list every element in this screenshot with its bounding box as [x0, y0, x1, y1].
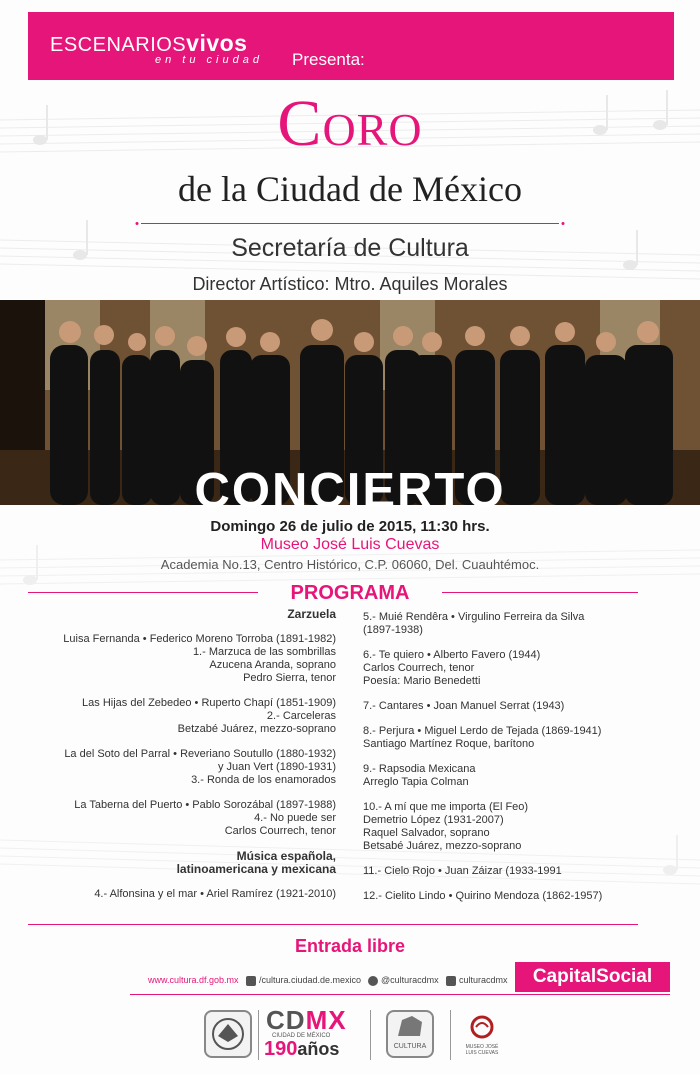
program-block	[28, 748, 336, 787]
program-line: Pedro Sierra, tenor	[243, 672, 336, 684]
program-line: (1897-1938)	[363, 624, 423, 636]
cdmx-190-anos: 190años	[264, 1038, 340, 1060]
logo-separator	[258, 1010, 259, 1060]
museo-mark-icon	[464, 1015, 500, 1039]
brand-tagline: en tu ciudad	[155, 54, 263, 66]
program-block	[363, 865, 673, 878]
twitter-link[interactable]	[368, 975, 439, 986]
program-block	[28, 888, 336, 901]
director-label: Director Artístico: Mtro. Aquiles Morales	[192, 274, 508, 294]
program-block	[363, 763, 673, 789]
program-block	[363, 725, 673, 751]
facebook-icon	[246, 976, 256, 986]
eagle-seal-icon	[206, 1012, 250, 1056]
program-block	[363, 890, 673, 903]
program-line: 6.- Te quiero • Alberto Favero (1944)	[363, 649, 541, 661]
program-line: Música española,	[236, 849, 336, 863]
logo-separator	[450, 1010, 451, 1060]
flickr-link[interactable]	[446, 975, 508, 986]
program-line: 4.- Alfonsina y el mar • Ariel Ramírez (1921-2010)	[94, 888, 336, 900]
program-line: 11.- Cielo Rojo • Juan Záizar (1933-1991	[363, 865, 562, 877]
capital-social-logo: CapitalSocial	[515, 962, 670, 992]
event-date: Domingo 26 de julio de 2015, 11:30 hrs.	[210, 518, 490, 535]
program-block	[28, 697, 336, 736]
program-line: La del Soto del Parral • Reveriano Soutullo (1880-1932)	[64, 748, 336, 760]
program-line: Raquel Salvador, soprano	[363, 827, 490, 839]
program-block	[28, 799, 336, 838]
program-line: 7.- Cantares • Joan Manuel Serrat (1943)	[363, 700, 565, 712]
program-line: Santiago Martínez Roque, barítono	[363, 738, 535, 750]
program-line: Las Hijas del Zebedeo • Ruperto Chapí (1851-1909)	[82, 697, 336, 709]
facebook-label: /cultura.ciudad.de.mexico	[259, 975, 362, 985]
event-address: Academia No.13, Centro Histórico, C.P. 06060, Del. Cuauhtémoc.	[160, 557, 540, 572]
programa-left-column	[28, 608, 336, 913]
event-venue: Museo José Luis Cuevas	[260, 536, 440, 553]
program-block	[28, 850, 336, 876]
flickr-label: culturacdmx	[459, 975, 508, 985]
government-seal-logo	[204, 1010, 252, 1058]
program-line: Carlos Courrech, tenor	[224, 825, 336, 837]
program-line: La Taberna del Puerto • Pablo Sorozábal (1897-1988)	[74, 799, 336, 811]
program-block	[363, 801, 673, 853]
program-line: 9.- Rapsodia Mexicana	[363, 763, 476, 775]
twitter-label: @culturacdmx	[381, 975, 439, 985]
cultura-map-icon	[388, 1012, 432, 1042]
ornament-divider	[133, 222, 567, 225]
program-line: Zarzuela	[287, 607, 336, 621]
concierto-headline: CONCIERTO	[194, 464, 506, 518]
presenta-label: Presenta:	[292, 50, 365, 69]
cdmx-logo: CDMX	[266, 1005, 347, 1035]
program-line: Betsabé Juárez, mezzo-soprano	[363, 840, 522, 852]
program-line: latinoamericana y mexicana	[176, 862, 336, 876]
program-line: y Juan Vert (1890-1931)	[217, 761, 336, 773]
program-line: Betzabé Juárez, mezzo-soprano	[177, 723, 336, 735]
program-line: 5.- Muié Rendêra • Virgulino Ferreira da Silva	[363, 611, 585, 623]
secretaria-label: Secretaría de Cultura	[231, 234, 469, 262]
title-ciudad: de la Ciudad de México	[178, 169, 522, 209]
logo-separator	[370, 1010, 371, 1060]
program-line: Demetrio López (1931-2007)	[363, 814, 504, 826]
programa-right-column	[363, 611, 673, 915]
cultura-label: CULTURA	[393, 1043, 427, 1050]
cdmx-sub-label: CIUDAD DE MÉXICO	[272, 1033, 331, 1039]
program-block	[363, 700, 673, 713]
program-block	[28, 633, 336, 685]
program-line: 4.- No puede ser	[254, 812, 336, 824]
program-line: Carlos Courrech, tenor	[363, 662, 475, 674]
programa-heading: PROGRAMA	[290, 582, 410, 604]
program-line: 8.- Perjura • Miguel Lerdo de Tejada (1869-1941)	[363, 725, 602, 737]
program-line: 10.- A mí que me importa (El Feo)	[363, 801, 529, 813]
program-line: Luisa Fernanda • Federico Moreno Torroba (1891-1982)	[63, 633, 336, 645]
program-line: 3.- Ronda de los enamorados	[191, 774, 336, 786]
program-block	[363, 649, 673, 688]
program-line: Arreglo Tapia Colman	[363, 776, 469, 788]
flickr-icon	[446, 976, 456, 986]
program-line: 2.- Carceleras	[266, 710, 336, 722]
program-line: Poesía: Mario Benedetti	[363, 675, 481, 687]
program-block	[363, 611, 673, 637]
title-coro: Coro	[277, 87, 423, 160]
website-link[interactable]: www.cultura.df.gob.mx	[148, 975, 239, 985]
museo-cuevas-logo	[464, 1015, 500, 1059]
program-block	[28, 608, 336, 621]
program-line: 12.- Cielito Lindo • Quirino Mendoza (1862-1957)	[363, 890, 603, 902]
cultura-logo	[386, 1010, 434, 1058]
programa-bottom-rule	[28, 924, 638, 925]
museo-logo-label: MUSEO JOSÉ LUIS CUEVAS	[465, 1044, 499, 1056]
social-rule	[130, 994, 670, 995]
twitter-icon	[368, 976, 378, 986]
program-line: Azucena Aranda, soprano	[209, 659, 336, 671]
program-line: 1.- Marzuca de las sombrillas	[192, 646, 336, 658]
brand-logo: ESCENARIOSvivos	[50, 30, 248, 56]
entrada-libre: Entrada libre	[294, 936, 406, 956]
facebook-link[interactable]	[246, 975, 361, 986]
